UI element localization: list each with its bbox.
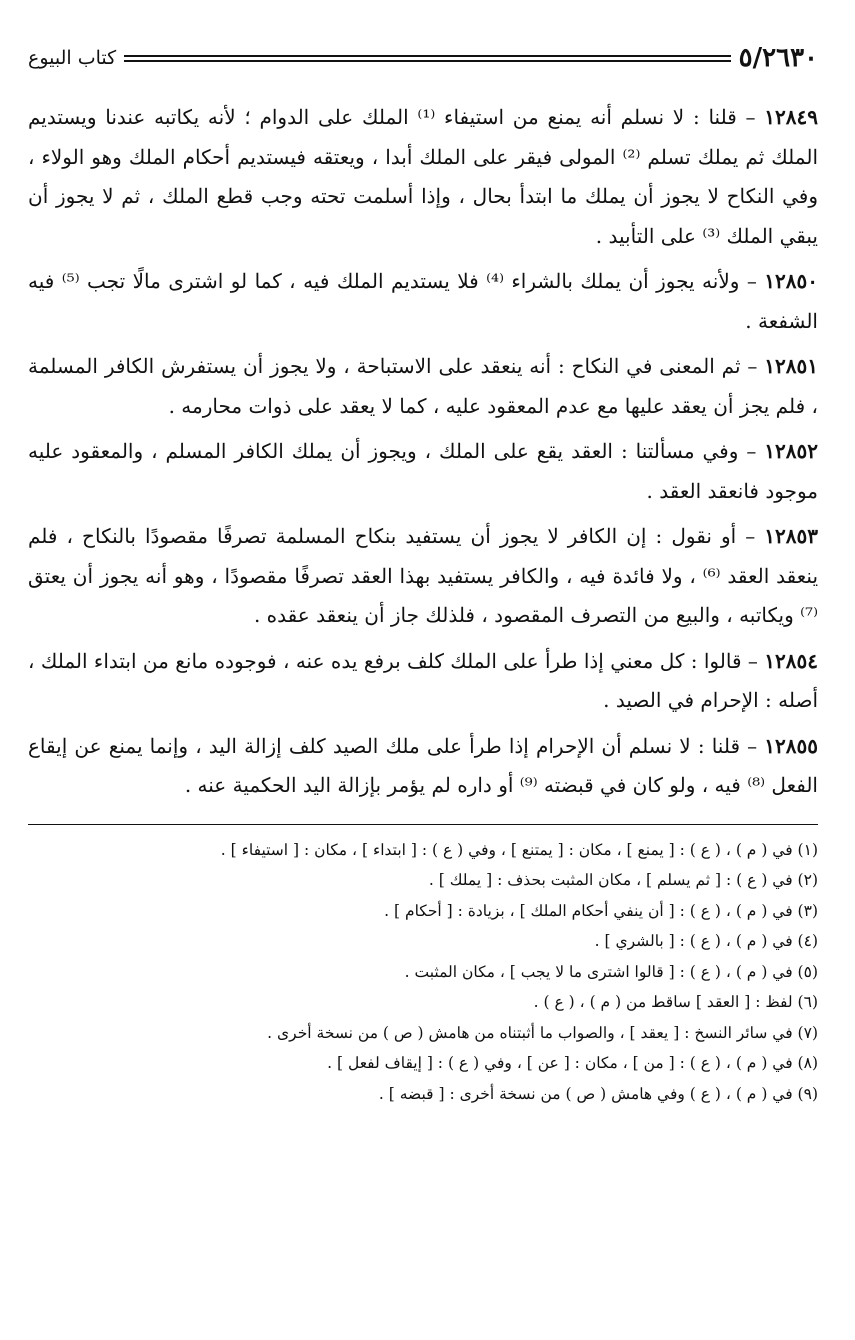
paragraph-text: – قلنا : لا نسلم أنه يمنع من استيفاء ⁽¹⁾ الملك على الدوام ؛ لأنه يكاتبه عندنا ويستديم الملك ثم يملك تسلم ⁽²⁾ المولى فيقر على الملك أبدا ، ويعتقه فيستديم أحكام الملك وهو الولاء ، وفي النكاح لا يجوز أن يملك ما ابتدأ بحال ، وإذا أسلمت تحته وجب قطع الملك ، ثم لا يجوز أن يبقي الملك ⁽³⁾ على التأبيد . [28, 105, 818, 248]
paragraph-number: ١٢٨٥١ [764, 354, 818, 378]
footnote: (٢) في ( ع ) : [ ثم يسلم ] ، مكان المثبت بحذف : [ يملك ] . [428, 871, 818, 889]
header-rule [124, 55, 730, 62]
page-header [28, 30, 818, 86]
footnote: (٣) في ( م ) ، ( ع ) : [ أن ينفي أحكام الملك ] ، بزيادة : [ أحكام ] . [384, 901, 818, 920]
paragraph [28, 642, 818, 721]
footnote: (٧) في سائر النسخ : [ يعقد ] ، والصواب ما أثبتناه من هامش ( ص ) من نسخة أخرى . [267, 1023, 818, 1042]
footnote-divider [28, 824, 818, 825]
paragraph-number: ١٢٨٤٩ [764, 105, 818, 129]
paragraph-text: – أو نقول : إن الكافر لا يجوز أن يستفيد بنكاح المسلمة تصرفًا مقصودًا بالنكاح ، فلم ينعقد العقد ⁽⁶⁾ ، ولا فائدة فيه ، والكافر يستفيد بهذا العقد تصرفًا مقصودًا ، وهو أنه يجوز أن يعتق ⁽⁷⁾ ويكاتبه ، والبيع من التصرف المقصود ، فلذلك جاز أن ينعقد عقده . [28, 524, 819, 627]
paragraph [28, 347, 818, 426]
footnote: (٨) في ( م ) ، ( ع ) : [ من ] ، مكان : [ عن ] ، وفي ( ع ) : [ إيقاف لفعل ] . [327, 1054, 818, 1072]
paragraph [28, 727, 818, 806]
paragraph-text: – قالوا : كل معني إذا طرأ على الملك كلف برفع يده عنه ، فوجوده مانع من ابتداء الملك ، أصله : الإحرام في الصيد . [28, 648, 818, 712]
footnote: (٥) في ( م ) ، ( ع ) : [ قالوا اشترى ما لا يجب ] ، مكان المثبت . [404, 962, 818, 981]
book-title: كتاب البيوع [28, 47, 117, 69]
footnotes [28, 835, 818, 1110]
footnote: (١) في ( م ) ، ( ع ) : [ يمنع ] ، مكان : [ يمتنع ] ، وفي ( ع ) : [ ابتداء ] ، مكان : [ استيفاء ] . [220, 840, 818, 859]
footnote: (٤) في ( م ) ، ( ع ) : [ بالشري ] . [594, 932, 818, 950]
paragraph [28, 517, 818, 636]
paragraph-number: ١٢٨٥٤ [764, 648, 818, 673]
paragraph-text: – قلنا : لا نسلم أن الإحرام إذا طرأ على ملك الصيد كلف إزالة اليد ، وإنما يمنع عن إيقاع الفعل ⁽⁸⁾ فيه ، ولو كان في قبضته ⁽⁹⁾ أو داره لم يؤمر بإزالة اليد الحكمية عنه . [28, 733, 818, 797]
book-page [28, 30, 818, 1109]
paragraph-number: ١٢٨٥٥ [764, 733, 819, 758]
footnote: (٦) لفظ : [ العقد ] ساقط من ( م ) ، ( ع ) . [533, 993, 818, 1011]
paragraph-number: ١٢٨٥٣ [764, 524, 818, 548]
paragraph-text: – وفي مسألتنا : العقد يقع على الملك ، ويجوز أن يملك الكافر المسلم ، والمعقود عليه موجود فانعقد العقد . [28, 439, 818, 503]
page-number: ٥/٢٦٣٠ [738, 43, 818, 73]
paragraph [28, 98, 818, 256]
paragraph-number: ١٢٨٥٢ [764, 439, 818, 463]
paragraph [28, 432, 818, 511]
main-text [28, 98, 818, 806]
paragraph-text: – ثم المعنى في النكاح : أنه ينعقد على الاستباحة ، ولا يجوز أن يستفرش الكافر المسلمة ، فلم يجز أن يعقد عليها مع عدم المعقود عليه ، كما لا يعقد على ذوات محارمه . [28, 354, 818, 418]
paragraph-text: – ولأنه يجوز أن يملك بالشراء ⁽⁴⁾ فلا يستديم الملك فيه ، كما لو اشترى مالًا تجب ⁽⁵⁾ فيه الشفعة . [28, 269, 818, 333]
paragraph [28, 262, 818, 341]
footnote: (٩) في ( م ) ، ( ع ) وفي هامش ( ص ) من نسخة أخرى : [ قبضه ] . [378, 1084, 818, 1103]
paragraph-number: ١٢٨٥٠ [764, 269, 818, 293]
